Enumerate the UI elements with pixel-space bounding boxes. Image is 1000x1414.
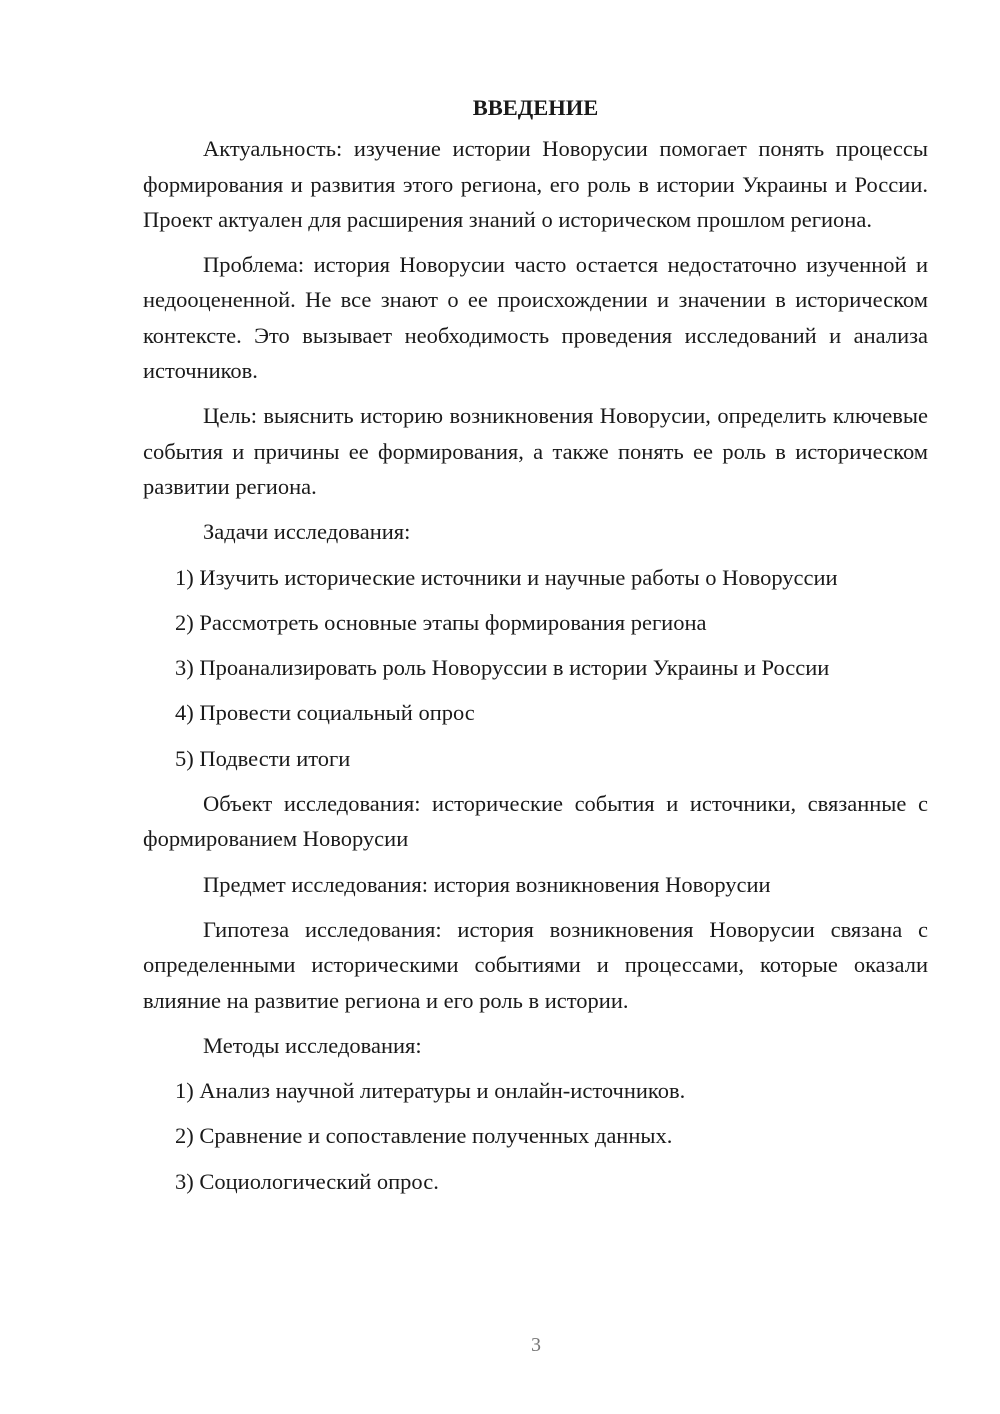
tasks-list [143,560,928,776]
object-paragraph: Объект исследования: исторические события и источники, связанные с формированием Новорусии [143,791,928,852]
hypothesis-paragraph: Гипотеза исследования: история возникновения Новорусии связана с определенными историческими событиями и процессами, которые оказали влияние на развитие региона и его роль в истории. [143,916,928,1013]
methods-heading: Методы исследования: [203,1032,422,1058]
page-title: ВВЕДЕНИЕ [472,95,599,120]
list-item: 3) Проанализировать роль Новоруссии в истории Украины и России [175,655,830,681]
list-item: 2) Сравнение и сопоставление полученных данных. [175,1123,673,1149]
document-page [143,90,928,1209]
tasks-heading: Задачи исследования: [203,519,411,545]
list-item: 2) Рассмотреть основные этапы формирования региона [175,609,707,635]
goal-paragraph: Цель: выяснить историю возникновения Новорусии, определить ключевые события и причины ее формирования, а также понять ее роль в историческом развитии региона. [143,403,928,499]
problem-paragraph: Проблема: история Новорусии часто остается недостаточно изученной и недооцененной. Не все знают о ее происхождении и значении в историческом контексте. Это вызывает необходимость проведения исследований и анализа источников. [143,252,928,384]
list-item: 1) Изучить исторические источники и научные работы о Новоруссии [175,564,838,590]
relevance-paragraph: Актуальность: изучение истории Новорусии помогает понять процессы формирования и развития этого региона, его роль в истории Украины и России. Проект актуален для расширения знаний о историческом прошлом региона. [143,136,928,232]
page-number: 3 [531,1334,541,1356]
list-item: 4) Провести социальный опрос [175,700,475,726]
list-item: 5) Подвести итоги [175,745,351,771]
list-item: 3) Социологический опрос. [175,1168,439,1194]
subject-paragraph: Предмет исследования: история возникновения Новорусии [203,871,771,897]
list-item: 1) Анализ научной литературы и онлайн-источников. [175,1078,686,1104]
methods-list [143,1073,928,1199]
